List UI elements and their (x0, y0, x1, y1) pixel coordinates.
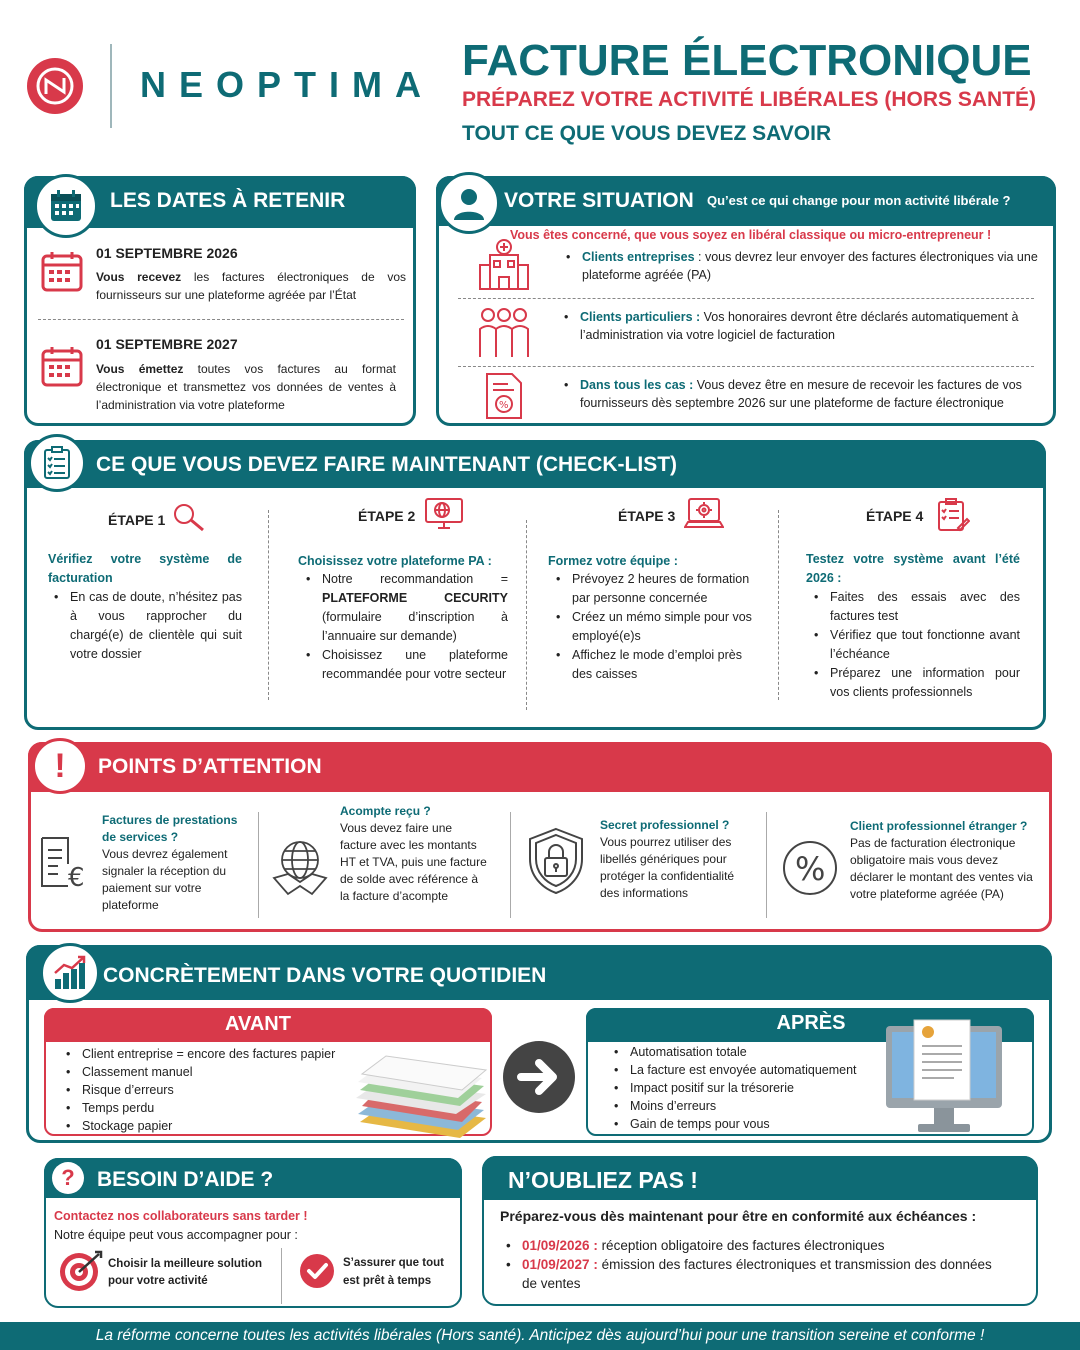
step-1-label: ÉTAPE 1 (108, 512, 166, 528)
help-contact: Contactez nos collaborateurs sans tarder ! (54, 1209, 308, 1223)
help-intro: Notre équipe peut vous accompagner pour : (54, 1228, 298, 1242)
attention-3-title: Secret professionnel ? (600, 818, 730, 832)
date-2-title: 01 SEPTEMBRE 2027 (96, 336, 238, 352)
target-icon (57, 1250, 103, 1299)
date-1-title: 01 SEPTEMBRE 2026 (96, 245, 238, 261)
situation-heading: VOTRE SITUATION (504, 189, 694, 212)
checklist-heading: CE QUE VOUS DEVEZ FAIRE MAINTENANT (CHECK-LIST) (96, 453, 678, 476)
situation-concerned: Vous êtes concerné, que vous soyez en libéral classique ou micro-entrepreneur ! (510, 228, 992, 242)
attention-divider (510, 812, 511, 918)
help-divider (281, 1248, 282, 1304)
document-check-icon (936, 498, 970, 537)
shield-lock-icon (524, 826, 588, 901)
svg-text:%: % (499, 400, 509, 411)
help-option-ready: S’assurer que tout est prêt à temps (343, 1257, 444, 1287)
globe-monitor-icon (424, 496, 464, 535)
step-3-label: ÉTAPE 3 (618, 508, 676, 524)
percent-circle-icon (780, 838, 840, 903)
invoice-euro-icon (38, 834, 94, 895)
date-calendar-icon (40, 250, 84, 299)
people-group-icon (476, 305, 532, 364)
step-1-list: • En cas de doute, n’hésitez pas à vous rapprocher du chargé(e) de clientèle qui suit votre dossier (48, 588, 242, 664)
step-2-title: Choisissez votre plateforme PA : (298, 554, 492, 568)
growth-chart-icon (40, 943, 100, 1003)
after-label: APRÈS (776, 1012, 846, 1034)
attention-4-title: Client professionnel étranger ? (850, 819, 1028, 833)
attention-4-text: Pas de facturation électronique obligatoire mais vous devez déclarer le montant des ventes via votre plateforme agréée (PA) (850, 836, 1033, 901)
company-building-icon (476, 237, 532, 298)
before-label: AVANT (225, 1013, 291, 1035)
check-circle-icon (300, 1254, 334, 1288)
step-divider (778, 510, 779, 700)
date-calendar-icon (40, 345, 84, 394)
after-list: • Automatisation totale • La facture est envoyée automatiquement • Impact positif sur la trésorerie • Moins d’erreurs • Gain de temps pour vous (608, 1043, 898, 1133)
reminder-heading: N’OUBLIEZ PAS ! (508, 1167, 698, 1193)
situation-question: Qu’est ce qui change pour mon activité libérale ? (707, 193, 1011, 208)
attention-divider (258, 812, 259, 918)
magnifier-icon (172, 502, 206, 537)
attention-1-text: Vous devrez également signaler la réception du paiement sur votre plateforme (102, 847, 228, 912)
neoptima-logo-icon (27, 58, 83, 114)
situation-item-3: • Dans tous les cas : Vous devez être en mesure de recevoir les factures de vos fournisseurs dès septembre 2026 sur une plateforme de facture électronique (558, 376, 1048, 412)
attention-2-title: Acompte reçu ? (340, 804, 431, 818)
step-4-title: Testez votre système avant l’été 2026 : (806, 552, 1020, 585)
daily-heading: CONCRÈTEMENT DANS VOTRE QUOTIDIEN (103, 964, 547, 987)
step-4-label: ÉTAPE 4 (866, 508, 924, 524)
reminder-list: • 01/09/2026 : réception obligatoire des factures électroniques • 01/09/2027 : émission des factures électroniques et transmission des données de ventes (500, 1236, 1000, 1293)
laptop-gear-icon (684, 496, 724, 537)
brand-name: NEOPTIMA (140, 64, 435, 105)
arrow-right-icon (503, 1041, 575, 1113)
situation-divider-2 (458, 366, 1034, 367)
paper-stack-illustration (350, 1052, 490, 1145)
svg-text:%: % (795, 850, 826, 888)
situation-divider-1 (458, 298, 1034, 299)
page-tagline: TOUT CE QUE VOUS DEVEZ SAVOIR (462, 122, 832, 145)
attention-divider (766, 812, 767, 918)
help-option-solution: Choisir la meilleure solution pour votre activité (108, 1258, 263, 1287)
step-3-title: Formez votre équipe : (548, 554, 678, 568)
exclamation-icon: ! (32, 738, 88, 794)
step-3-list: • Prévoyez 2 heures de formation par personne concernée • Créez un mémo simple pour vos employé(e)s • Affichez le mode d’emploi près des caisses (550, 570, 762, 684)
step-1-title: Vérifiez votre système de facturation (48, 552, 242, 585)
invoice-percent-icon (484, 372, 524, 425)
clipboard-checklist-icon (28, 434, 86, 492)
situation-item-2: • Clients particuliers : Vos honoraires devront être déclarés automatiquement à l’administration via votre logiciel de facturation (558, 308, 1048, 344)
step-2-label: ÉTAPE 2 (358, 508, 416, 524)
question-icon: ? (52, 1162, 84, 1194)
step-divider (526, 520, 527, 710)
svg-text:€: € (68, 863, 85, 890)
step-4-list: • Faites des essais avec des factures test • Vérifiez que tout fonctionne avant l’échéance • Préparez une information pour vos clients professionnels (808, 588, 1020, 702)
logo-divider (110, 44, 112, 128)
situation-item-1: • Clients entreprises : vous devrez leur envoyer des factures électroniques via une plateforme agréée (PA) (560, 248, 1052, 284)
page-subtitle: PRÉPAREZ VOTRE ACTIVITÉ LIBÉRALES (HORS SANTÉ) (462, 88, 1037, 111)
attention-heading: POINTS D’ATTENTION (98, 755, 322, 778)
footer-text: La réforme concerne toutes les activités libérales (Hors santé). Anticipez dès aujourd’hui pour une transition sereine et conforme ! (95, 1327, 985, 1344)
attention-2-text: Vous devez faire une facture avec les montants HT et TVA, puis une facture de solde avec référence à la facture d’acompte (340, 821, 487, 903)
dates-heading: LES DATES À RETENIR (110, 189, 346, 212)
user-icon (438, 172, 500, 234)
dates-divider (38, 319, 404, 320)
help-heading: BESOIN D’AIDE ? (97, 1168, 274, 1191)
date-2-text: Vous émettez toutes vos factures au format électronique et transmettez vos données de ventes à l’administration via votre plateforme (96, 362, 396, 412)
date-1-text: Vous recevez les factures électroniques de vos fournisseurs sur une plateforme agréée par l’État (96, 270, 406, 302)
globe-handshake-icon (270, 838, 330, 903)
attention-1-title: Factures de prestations de services ? (102, 813, 238, 844)
calendar-icon (34, 174, 98, 238)
attention-3-text: Vous pourrez utiliser des libellés génériques pour protéger la confidentialité des informations (600, 835, 735, 900)
step-2-list: • Notre recommandation = PLATEFORME CECURITY (formulaire d’inscription à l’annuaire sur demande) • Choisissez une plateforme recommandée pour votre secteur (300, 570, 508, 684)
reminder-lead: Préparez-vous dès maintenant pour être en conformité aux échéances : (500, 1208, 977, 1224)
monitor-invoice-illustration (884, 1018, 1004, 1141)
page-title: FACTURE ÉLECTRONIQUE (462, 36, 1032, 85)
before-list: • Client entreprise = encore des factures papier • Classement manuel • Risque d’erreurs • Temps perdu • Stockage papier (60, 1045, 360, 1135)
step-divider (268, 510, 269, 700)
